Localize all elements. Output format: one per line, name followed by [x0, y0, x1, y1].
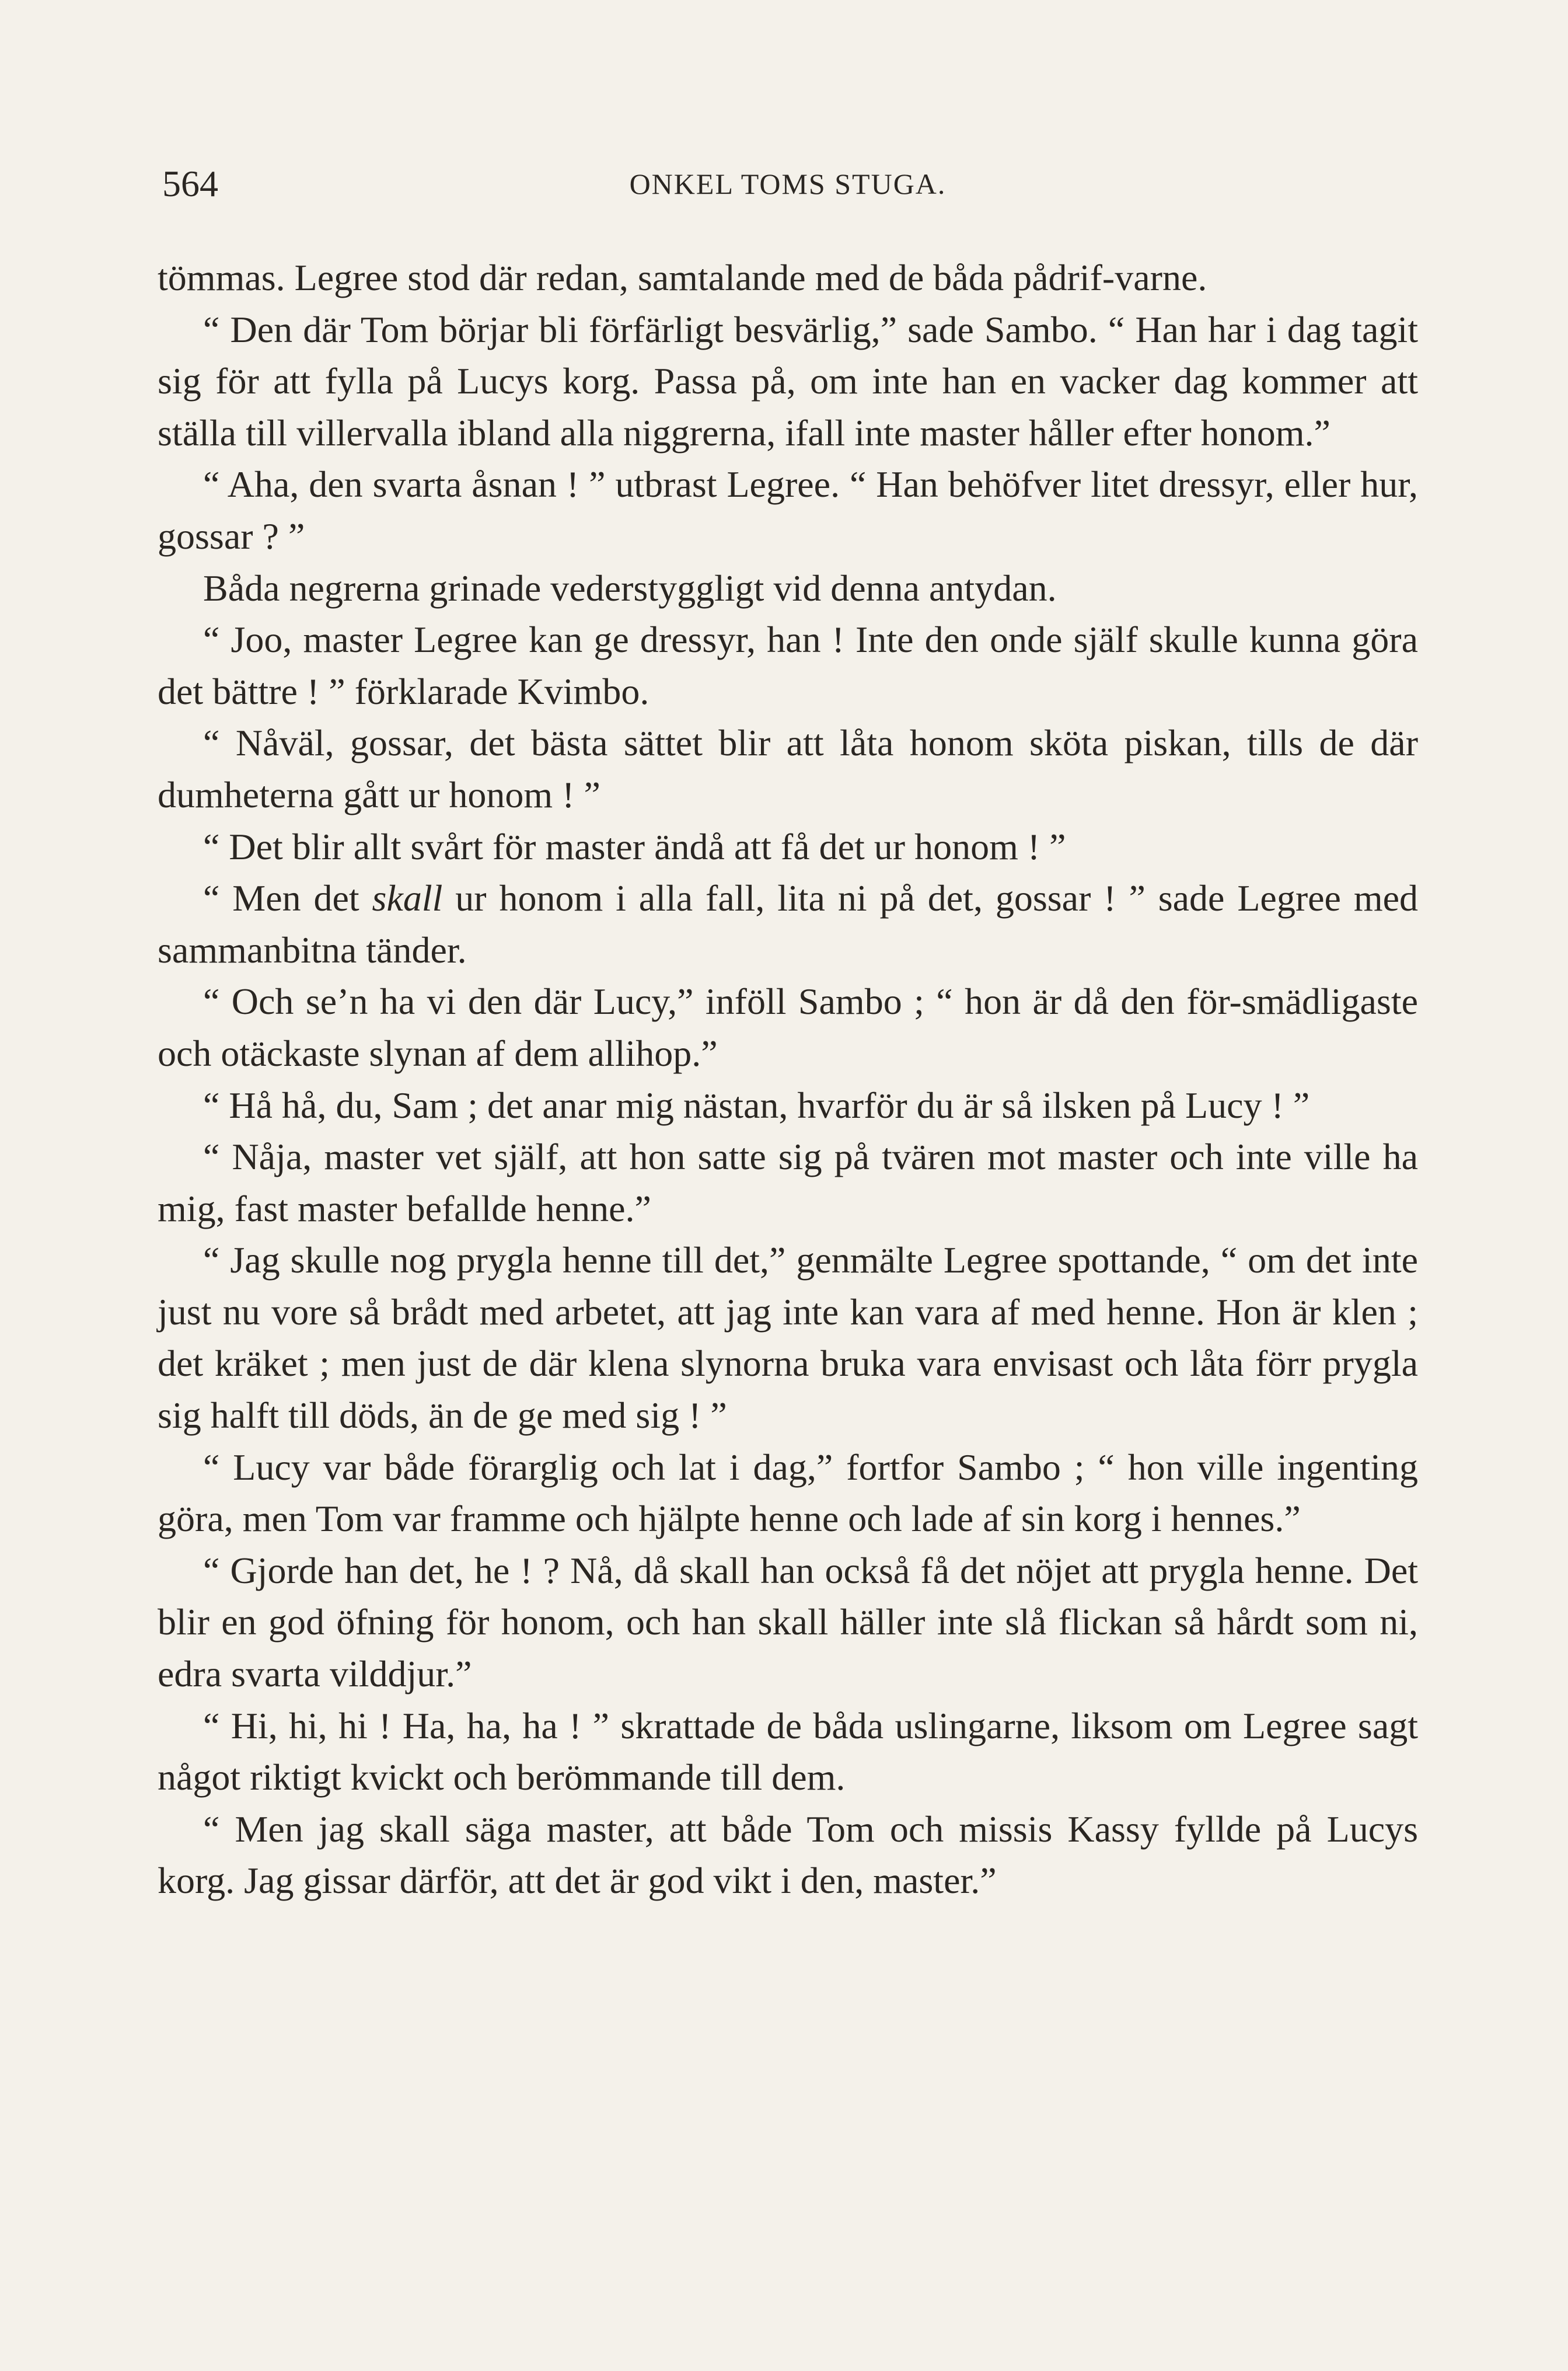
- paragraph: “ Joo, master Legree kan ge dressyr, han ! Inte den onde själf skulle kunna göra det bättre ! ” förklarade Kvimbo.: [158, 619, 1418, 712]
- paragraph: “ Och se’n ha vi den där Lucy,” inföll Sambo ; “ hon är då den för-smädligaste och otäckaste slynan af dem allihop.”: [158, 981, 1418, 1074]
- paragraph: “ Jag skulle nog prygla henne till det,” genmälte Legree spottande, “ om det inte just nu vore så brådt med arbetet, att jag inte kan vara af med henne. Hon är klen ; det kräket ; men just de där klena slynorna bruka vara envisast och låta förr prygla sig halft till döds, än de ge med sig ! ”: [158, 1239, 1418, 1436]
- paragraph-text: “ Men det: [203, 877, 372, 919]
- paragraph: tömmas. Legree stod där redan, samtalande med de båda pådrif-varne.: [158, 257, 1207, 298]
- paragraph: “ Hi, hi, hi ! Ha, ha, ha ! ” skrattade de båda uslingarne, liksom om Legree sagt något riktigt kvickt och berömmande till dem.: [158, 1704, 1418, 1798]
- emphasized-word: skall: [372, 877, 443, 919]
- running-head: [158, 158, 1418, 210]
- body-text: [158, 252, 1418, 1907]
- paragraph: “ Hå hå, du, Sam ; det anar mig nästan, hvarför du är så ilsken på Lucy ! ”: [203, 1084, 1310, 1126]
- paragraph-text: ur honom i alla fall, lita ni på det, gossar ! ” sade Legree med sammanbitna tänder.: [158, 877, 1419, 971]
- paragraph: Båda negrerna grinade vederstyggligt vid denna antydan.: [203, 567, 1057, 609]
- paragraph: “ Aha, den svarta åsnan ! ” utbrast Legree. “ Han behöfver litet dressyr, eller hur, gossar ? ”: [158, 463, 1418, 557]
- paragraph: “ Men jag skall säga master, att både Tom och missis Kassy fyllde på Lucys korg. Jag gissar därför, att det är god vikt i den, master.”: [158, 1808, 1418, 1902]
- paragraph: “ Den där Tom börjar bli förfärligt besvärlig,” sade Sambo. “ Han har i dag tagit sig för att fylla på Lucys korg. Passa på, om inte han en vacker dag kommer att ställa till villervalla ibland alla niggrerna, ifall inte master håller efter honom.”: [158, 308, 1418, 454]
- paragraph: “ Det blir allt svårt för master ändå att få det ur honom ! ”: [203, 825, 1066, 867]
- page-number: 564: [162, 163, 218, 204]
- paragraph: “ Lucy var både förarglig och lat i dag,” fortfor Sambo ; “ hon ville ingenting göra, men Tom var framme och hjälpte henne och lade af sin korg i hennes.”: [158, 1446, 1418, 1540]
- paragraph: [158, 873, 1418, 976]
- paragraph: “ Gjorde han det, he ! ? Nå, då skall han också få det nöjet att prygla henne. Det blir en god öfning för honom, och han skall häller inte slå flickan så hårdt som ni, edra svarta vilddjur.”: [158, 1549, 1418, 1695]
- paragraph: “ Nåja, master vet själf, att hon satte sig på tvären mot master och inte ville ha mig, fast master befallde henne.”: [158, 1136, 1418, 1229]
- running-title: ONKEL TOMS STUGA.: [629, 168, 947, 200]
- book-page: [158, 158, 1418, 2329]
- paragraph: “ Nåväl, gossar, det bästa sättet blir att låta honom sköta piskan, tills de där dumheterna gått ur honom ! ”: [158, 722, 1418, 815]
